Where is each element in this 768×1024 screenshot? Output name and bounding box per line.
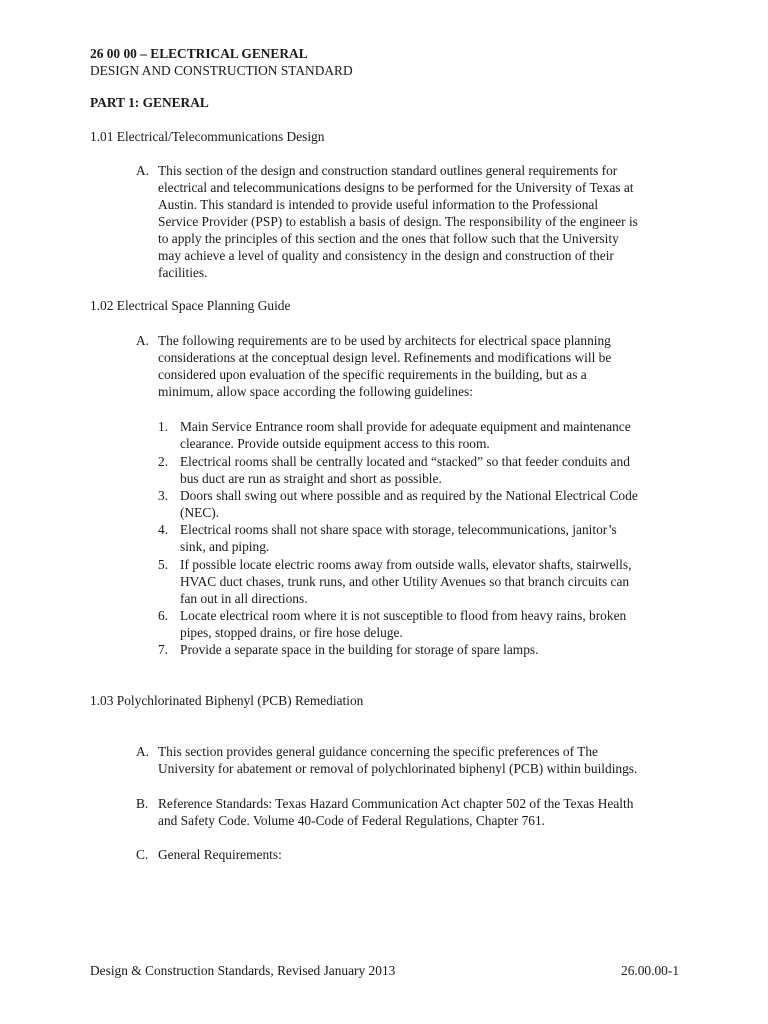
paragraph-marker: C. xyxy=(136,847,149,862)
list-number: 2. xyxy=(158,454,169,469)
text-line: to apply the principles of this section and the ones that follow such that the University xyxy=(158,231,619,246)
part-title: PART 1: GENERAL xyxy=(90,95,209,110)
text-line: Austin. This standard is intended to provide useful information to the Professional xyxy=(158,197,599,212)
text-line: Main Service Entrance room shall provide for adequate equipment and maintenance xyxy=(180,419,631,434)
list-number: 4. xyxy=(158,522,169,537)
text-line: facilities. xyxy=(158,265,208,280)
text-line: Locate electrical room where it is not susceptible to flood from heavy rains, broken xyxy=(180,608,627,623)
paragraph-1-01-a xyxy=(158,162,698,281)
text-line: This section of the design and construction standard outlines general requirements for xyxy=(158,163,618,178)
list-number: 5. xyxy=(158,557,169,572)
text-line: Provide a separate space in the building for storage of spare lamps. xyxy=(180,642,539,657)
text-line: may achieve a level of quality and consistency in the design and construction of their xyxy=(158,248,614,263)
list-item xyxy=(180,556,700,607)
text-line: If possible locate electric rooms away from outside walls, elevator shafts, stairwells, xyxy=(180,557,632,572)
text-line: Electrical rooms shall not share space with storage, telecommunications, janitor’s xyxy=(180,522,617,537)
page-number: 26.00.00-1 xyxy=(621,963,680,978)
section-heading-1-03: 1.03 Polychlorinated Biphenyl (PCB) Remediation xyxy=(90,693,364,708)
text-line: pipes, stopped drains, or fire hose deluge. xyxy=(180,625,403,640)
document-code-title: 26 00 00 – ELECTRICAL GENERAL xyxy=(90,46,308,61)
paragraph-1-03-b xyxy=(158,795,698,829)
text-line: Reference Standards: Texas Hazard Communication Act chapter 502 of the Texas Health xyxy=(158,796,634,811)
list-number: 1. xyxy=(158,419,169,434)
list-number: 3. xyxy=(158,488,169,503)
list-item xyxy=(180,453,700,487)
section-heading-1-01: 1.01 Electrical/Telecommunications Design xyxy=(90,129,325,144)
text-line: fan out in all directions. xyxy=(180,591,308,606)
text-line: electrical and telecommunications designs to be performed for the University of Texas at xyxy=(158,180,634,195)
list-number: 7. xyxy=(158,642,169,657)
text-line: and Safety Code. Volume 40-Code of Federal Regulations, Chapter 761. xyxy=(158,813,546,828)
text-line: Electrical rooms shall be centrally located and “stacked” so that feeder conduits and xyxy=(180,454,630,469)
text-line: Service Provider (PSP) to establish a basis of design. The responsibility of the engineer is xyxy=(158,214,638,229)
footer-left: Design & Construction Standards, Revised January 2013 xyxy=(90,963,396,978)
text-line: considered upon evaluation of the specific requirements in the building, but as a xyxy=(158,367,587,382)
text-line: University for abatement or removal of polychlorinated biphenyl (PCB) within buildings. xyxy=(158,761,638,776)
paragraph-marker: A. xyxy=(136,744,150,759)
paragraph-1-03-a xyxy=(158,743,698,777)
text-line: This section provides general guidance concerning the specific preferences of The xyxy=(158,744,598,759)
section-heading-1-02: 1.02 Electrical Space Planning Guide xyxy=(90,298,291,313)
text-line: clearance. Provide outside equipment access to this room. xyxy=(180,436,490,451)
text-line: HVAC duct chases, trunk runs, and other Utility Avenues so that branch circuits can xyxy=(180,574,630,589)
document-subtitle: DESIGN AND CONSTRUCTION STANDARD xyxy=(90,63,353,78)
text-line: minimum, allow space according the following guidelines: xyxy=(158,384,473,399)
text-line: The following requirements are to be used by architects for electrical space planning xyxy=(158,333,611,348)
list-item xyxy=(180,521,700,555)
list-item xyxy=(180,607,700,641)
text-line: (NEC). xyxy=(180,505,220,520)
list-item xyxy=(180,487,700,521)
text-line: considerations at the conceptual design level. Refinements and modifications will be xyxy=(158,350,612,365)
list-item xyxy=(180,418,700,452)
paragraph-1-02-a xyxy=(158,332,698,400)
text-line: bus duct are run as straight and short as possible. xyxy=(180,471,442,486)
list-item xyxy=(180,641,700,658)
paragraph-1-03-c xyxy=(158,846,698,863)
text-line: Doors shall swing out where possible and as required by the National Electrical Code xyxy=(180,488,638,503)
paragraph-marker: A. xyxy=(136,163,150,178)
paragraph-marker: A. xyxy=(136,333,150,348)
paragraph-marker: B. xyxy=(136,796,149,811)
text-line: sink, and piping. xyxy=(180,539,270,554)
text-line: General Requirements: xyxy=(158,847,282,862)
list-number: 6. xyxy=(158,608,169,623)
